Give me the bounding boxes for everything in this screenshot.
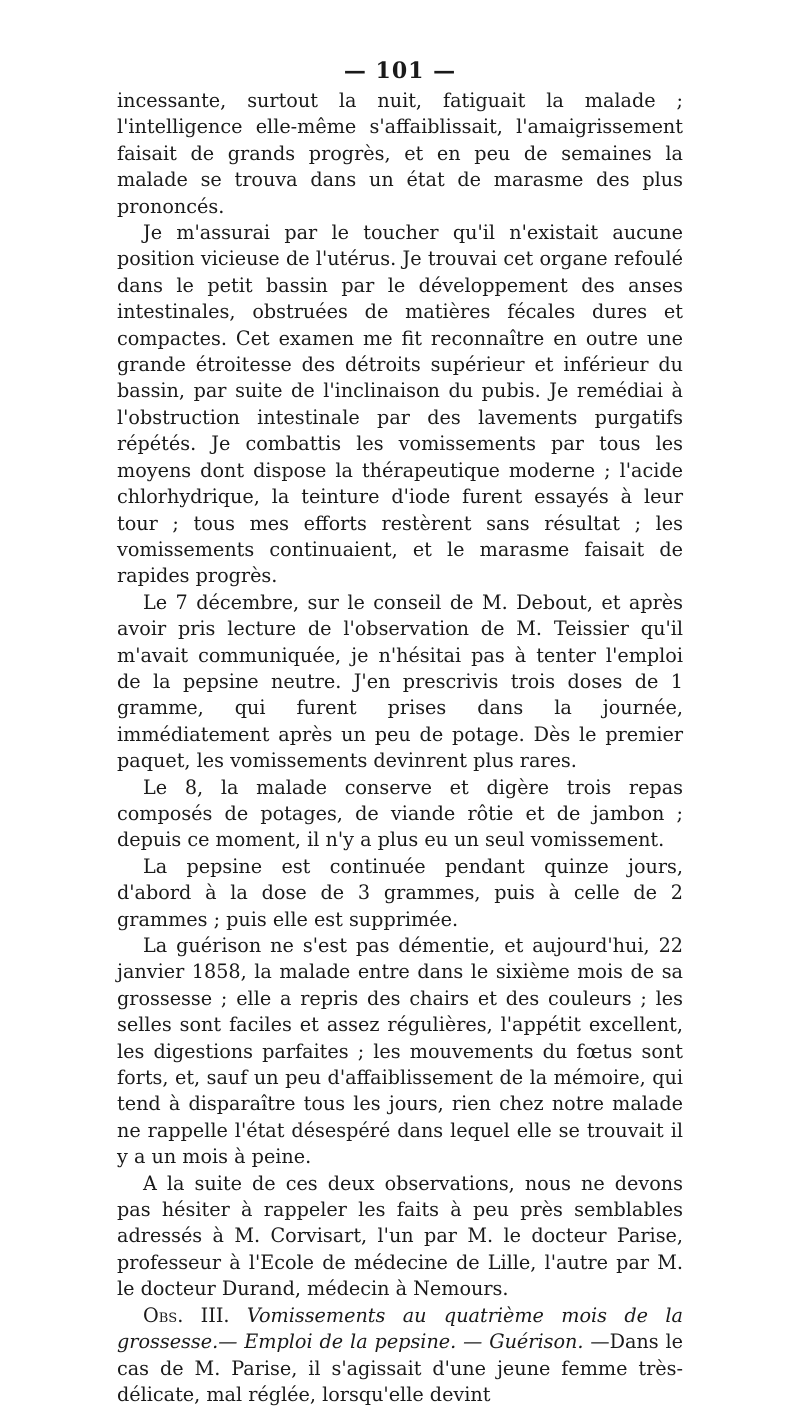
page-number: — 101 — (343, 58, 457, 84)
paragraph-december-8: Le 8, la malade conserve et digère trois repas composés de potages, de viande rôtie et de jambon ; depuis ce moment, il n'y a plus eu un seul vomissement. (117, 775, 683, 852)
observation-title: Vomissements au quatrième mois de la grossesse.— Emploi de la pepsine. — Guérison. (117, 1303, 683, 1354)
paragraph-obs-iii (117, 1303, 683, 1408)
observation-label: Obs. III. (143, 1303, 230, 1327)
body-text (117, 88, 683, 1408)
paragraph-pepsine-dose: La pepsine est continuée pendant quinze jours, d'abord à la dose de 3 grammes, puis à celle de 2 grammes ; puis elle est supprimée. (117, 854, 683, 931)
paragraph-examination: Je m'assurai par le toucher qu'il n'existait aucune position vicieuse de l'utérus. Je trouvai cet organe refoulé dans le petit bassin par le développement des anses intestinales, obstruées de matières fécales dures et compactes. Cet examen me fit reconnaître en outre une grande étroitesse des détroits supérieur et inférieur du bassin, par suite de l'inclinaison du pubis. Je remédiai à l'obstruction intestinale par des lavements purgatifs répétés. Je combattis les vomissements par tous les moyens dont dispose la thérapeutique moderne ; l'acide chlorhydrique, la teinture d'iode furent essayés à leur tour ; tous mes efforts restèrent sans résultat ; les vomissements continuaient, et le marasme faisait de rapides progrès. (117, 221, 683, 588)
observation-text: —Dans le cas de M. Parise, il s'agissait d'une jeune femme très-délicate, mal réglée, lorsqu'elle devint (117, 1330, 683, 1406)
paragraph-continuation: incessante, surtout la nuit, fatiguait la malade ; l'intelligence elle-même s'affaiblissait, l'amaigrissement faisait de grands progrès, et en peu de semaines la malade se trouva dans un état de marasme des plus prononcés. (117, 89, 683, 218)
paragraph-december-7: Le 7 décembre, sur le conseil de M. Debout, et après avoir pris lecture de l'observation de M. Teissier qu'il m'avait communiquée, je n'hésitai pas à tenter l'emploi de la pepsine neutre. J'en prescrivis trois doses de 1 gramme, qui furent prises dans la journée, immédiatement après un peu de potage. Dès le premier paquet, les vomissements devinrent plus rares. (117, 590, 683, 773)
paragraph-guerison: La guérison ne s'est pas démentie, et aujourd'hui, 22 janvier 1858, la malade entre dans le sixième mois de sa grossesse ; elle a repris des chairs et des couleurs ; les selles sont faciles et assez régulières, l'appétit excellent, les digestions parfaites ; les mouvements du fœtus sont forts, et, sauf un peu d'affaiblissement de la mémoire, qui tend à disparaître tous les jours, rien chez notre malade ne rappelle l'état désespéré dans lequel elle se trouvait il y a un mois à peine. (117, 934, 683, 1169)
paragraph-observations: A la suite de ces deux observations, nous ne devons pas hésiter à rappeler les faits à peu près semblables adressés à M. Corvisart, l'un par M. le docteur Parise, professeur à l'Ecole de médecine de Lille, l'autre par M. le docteur Durand, médecin à Nemours. (117, 1171, 683, 1301)
